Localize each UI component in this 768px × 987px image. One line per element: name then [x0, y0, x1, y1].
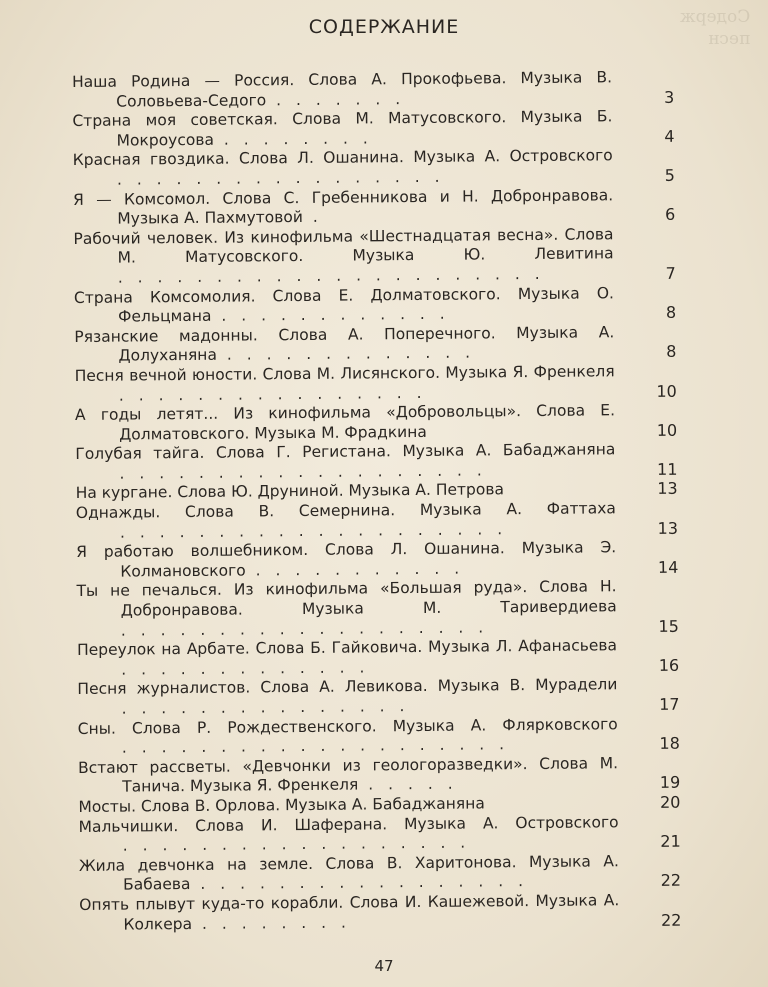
leader-dots: . . . . . . . . . . . . .: [216, 343, 476, 365]
toc-entry-page: 5: [664, 165, 675, 185]
leader-dots: . . . . . . . . . . . . . . . . .: [116, 167, 445, 189]
toc-entry-page: 17: [659, 694, 680, 714]
leader-dots: . . . . . . . . . . . . . . . . . . . .: [119, 519, 508, 542]
leader-dots: . . . . . . . . . . . . . . . . .: [190, 872, 529, 894]
toc-entry-page: 13: [657, 479, 678, 499]
toc-entry-page: 20: [659, 792, 681, 812]
toc-entry-page: 10: [656, 420, 678, 440]
toc-entry-page: 7: [665, 263, 676, 283]
toc-entry: [74, 362, 677, 406]
toc-entry-page: 15: [658, 616, 679, 636]
toc-entry-title: Страна моя советская. Слова М. Матусовского. Музыка Б. Мокроусова: [72, 107, 613, 150]
toc-entry-page: 13: [657, 518, 679, 538]
leader-dots: . . . . . . . .: [213, 129, 373, 149]
toc-entry-page: 14: [657, 557, 679, 577]
toc-entry: [78, 852, 682, 896]
toc-entry: [72, 146, 675, 191]
toc-entry-page: 3: [663, 87, 675, 107]
leader-dots: . . . . . . . .: [191, 913, 351, 933]
toc-entry: [72, 107, 675, 151]
leader-dots: . . . . . . . . . . . . . . . .: [118, 383, 427, 405]
leader-dots: . . . . . . . . . . . .: [211, 304, 450, 325]
toc-entry-title: Страна Комсомолия. Слова Е. Долматовского. Музыка О. Фельцмана: [73, 283, 615, 326]
toc-entry-title: Однажды. Слова В. Семернина. Музыка А. Фаттаха: [75, 499, 616, 523]
toc-entry-title: Встают рассветы. «Девчонки из геологоразведки». Слова М. Танича. Музыка Я. Френкеля: [77, 754, 619, 796]
toc-entry-title: Рабочий человек. Из кинофильма «Шестнадцатая весна». Слова М. Матусовского. Музыка Ю. Левитина: [73, 225, 614, 267]
leader-dots: . . . . .: [358, 775, 458, 794]
toc-entry: [76, 636, 680, 680]
toc-entry-title: Голубая тайга. Слова Г. Регистана. Музыка А. Бабаджаняна: [75, 440, 616, 464]
toc-entry-page: 10: [656, 381, 677, 401]
toc-entry-page: 16: [658, 655, 680, 675]
toc-entry-page: 22: [660, 871, 682, 891]
toc-entry: [79, 891, 682, 935]
leader-dots: . . . . . . . . . . . . . . . . . . . . . .: [117, 264, 545, 287]
toc-entry: [78, 812, 681, 857]
toc-entry-page: 6: [664, 204, 676, 224]
toc-entry-title: Наша Родина — Россия. Слова А. Прокофьева. Музыка В. Соловьева-Седого: [72, 68, 613, 111]
toc-entry-page: 8: [665, 302, 677, 322]
toc-entry: [77, 754, 681, 798]
toc-entry-title: Опять плывут куда-то корабли. Слова И. Кашежевой. Музыка А. Колкера: [79, 891, 620, 934]
toc-entry-title: Песня вечной юности. Слова М. Лисянского. Музыка Я. Френкеля: [74, 362, 615, 385]
toc-entry: [75, 440, 678, 485]
toc-entry: [73, 185, 676, 230]
toc-entry-page: 4: [664, 126, 675, 146]
page-number: 47: [374, 957, 394, 975]
toc-entry-page: 18: [659, 733, 680, 754]
toc-entry-page: 11: [657, 459, 678, 479]
toc-entry: [74, 322, 677, 367]
toc-entry: [76, 538, 679, 583]
toc-entry-page: 22: [660, 910, 682, 930]
toc-entry-title: Рязанские мадонны. Слова А. Поперечного. Музыка А. Долуханяна: [74, 322, 615, 365]
bleed-through-text: Содерж песн: [679, 7, 750, 49]
toc-entry: [72, 68, 675, 112]
toc-entry-title: Ты не печалься. Из кинофильма «Большая руда». Слова Н. Добронравова. Музыка М. Таривердиева: [76, 577, 617, 620]
leader-dots: .: [302, 207, 323, 227]
leader-dots: . . . . . . . . . . .: [245, 559, 465, 580]
toc-entry-title: Переулок на Арбате. Слова Б. Гайковича. Музыка Л. Афанасьева: [76, 636, 618, 660]
toc-entry-title: Я — Комсомол. Слова С. Гребенникова и Н. Добронравова. Музыка А. Пахмутовой: [73, 185, 614, 228]
page-title: СОДЕРЖАНИЕ: [308, 16, 460, 38]
toc-entry: [73, 283, 677, 328]
toc-entry: [77, 714, 680, 759]
toc-entry-title: Песня журналистов. Слова А. Левикова. Музыка В. Мурадели: [77, 675, 618, 699]
toc-entry-title: Я работаю волшебником. Слова Л. Ошанина. Музыка Э. Колмановского: [76, 538, 617, 581]
toc-entry-title: Мальчишки. Слова И. Шаферана. Музыка А. Островского: [78, 812, 619, 836]
toc-entry: [73, 225, 676, 288]
leader-dots: . . . . . . . . . . . . . . . . . . .: [120, 618, 489, 640]
toc-entry-title: На кургане. Слова Ю. Друниной. Музыка А. Петрова: [75, 480, 505, 503]
leader-dots: . . . . . . . . . . . . . . .: [121, 697, 410, 718]
toc-entry-title: Мосты. Слова В. Орлова. Музыка А. Бабаджаняна: [78, 794, 485, 816]
leader-dots: . . . . . . . . . . . . . . . . . . . .: [121, 735, 510, 757]
toc-entry-title: Красная гвоздика. Слова Л. Ошанина. Музыка А. Островского: [72, 146, 613, 170]
table-of-contents: [72, 68, 682, 935]
toc-entry-page: 8: [666, 342, 677, 362]
leader-dots: . . . . . . . . . . . . . . . . . .: [122, 833, 471, 855]
toc-entry: [74, 401, 678, 445]
toc-entry-page: 21: [660, 831, 681, 852]
toc-entry: [76, 577, 679, 641]
toc-entry-title: Сны. Слова Р. Рождественского. Музыка А. Флярковского: [77, 714, 618, 738]
toc-entry-title: Жила девчонка на земле. Слова В. Харитонова. Музыка А. Бабаева: [78, 852, 619, 894]
leader-dots: . . . . . . .: [266, 89, 406, 109]
leader-dots: . . . . . . . . . . . . .: [121, 658, 370, 679]
toc-entry-page: 19: [659, 773, 681, 793]
toc-entry: [77, 675, 680, 720]
toc-entry-title: А годы летят... Из кинофильма «Добровольцы». Слова Е. Долматовского. Музыка М. Фрадкина: [74, 401, 616, 444]
toc-entry: [75, 499, 679, 543]
leader-dots: . . . . . . . . . . . . . . . . . . .: [119, 461, 487, 483]
